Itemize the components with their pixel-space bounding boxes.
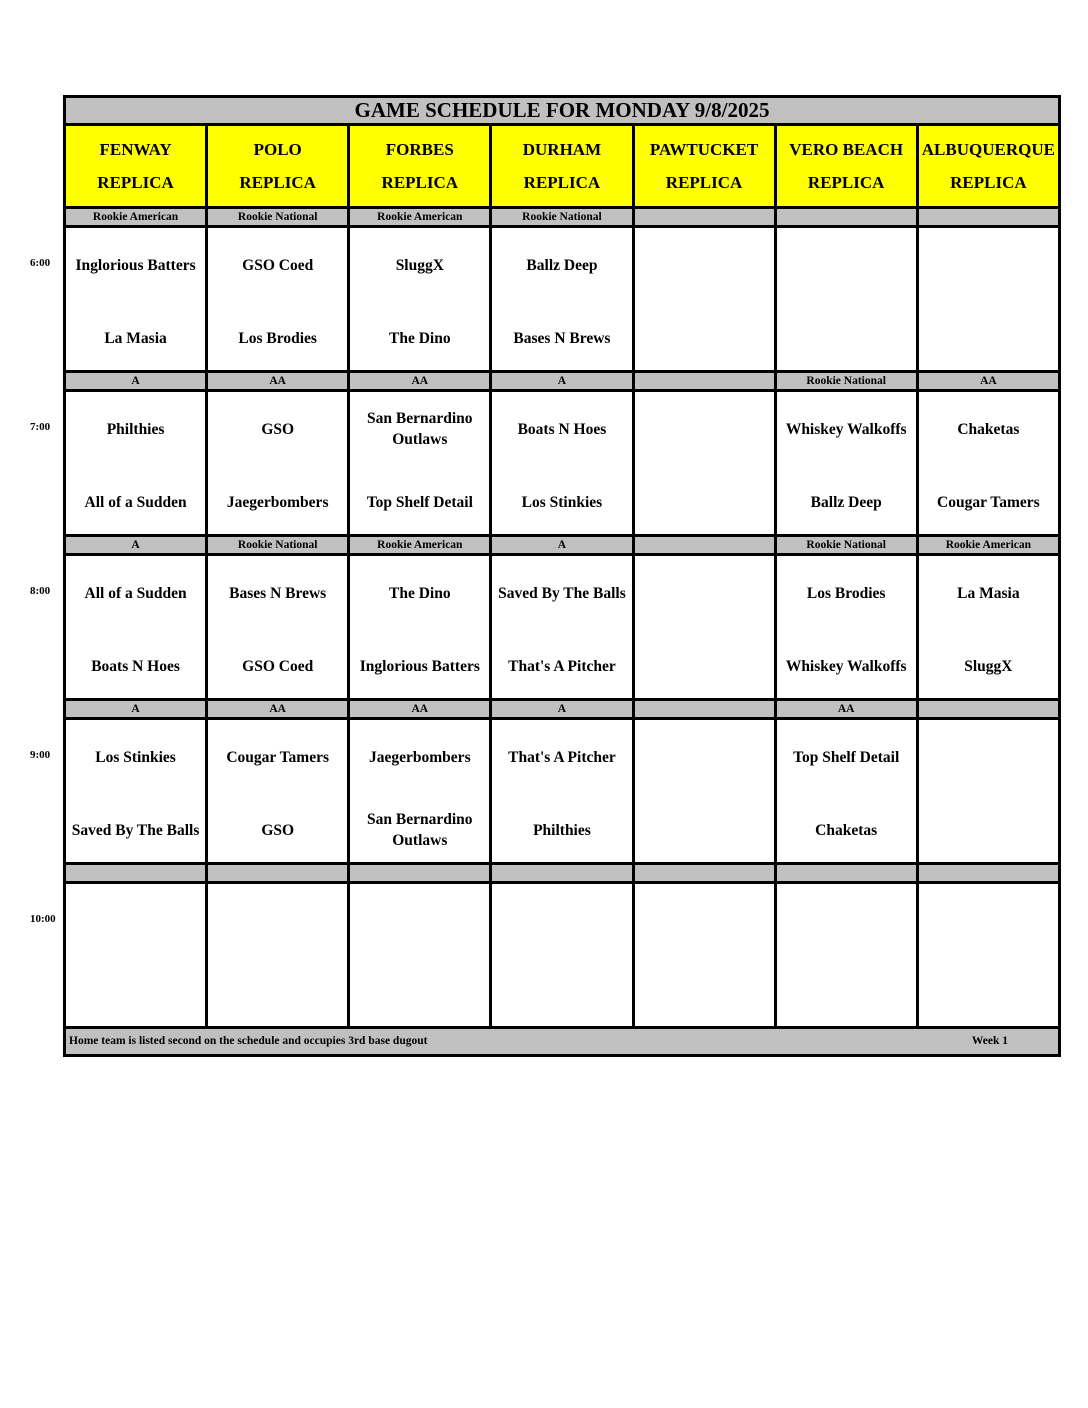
field-subtitle: REPLICA <box>807 173 885 192</box>
game-slot <box>635 720 774 862</box>
game-slot <box>777 720 916 862</box>
game-slot <box>919 228 1058 370</box>
game-row <box>65 719 1060 864</box>
game-cell <box>349 391 491 536</box>
home-team-note: Home team is listed second on the schedule and occupies 3rd base dugout <box>69 1035 428 1047</box>
home-team <box>635 315 774 361</box>
game-cell <box>207 883 349 1028</box>
game-cell <box>65 883 207 1028</box>
game-cell <box>65 227 207 372</box>
division-row <box>65 700 1060 719</box>
away-team: Chaketas <box>957 420 1020 438</box>
game-cell <box>633 883 775 1028</box>
away-team: La Masia <box>957 584 1020 602</box>
time-label: 7:00 <box>30 420 51 433</box>
game-slot <box>350 556 489 698</box>
game-slot <box>208 884 347 1026</box>
game-slot <box>635 884 774 1026</box>
game-cell <box>775 719 917 864</box>
away-team: Jaegerbombers <box>369 748 471 766</box>
game-slot <box>919 720 1058 862</box>
division-row <box>65 864 1060 883</box>
division-label: A <box>491 536 633 555</box>
field-subtitle: REPLICA <box>381 173 459 192</box>
time-label: 6:00 <box>30 256 51 269</box>
division-label <box>775 864 917 883</box>
away-team <box>635 406 774 452</box>
away-team <box>66 898 205 944</box>
away-team: Saved By The Balls <box>498 584 626 602</box>
home-team: GSO <box>261 821 295 839</box>
away-team: Cougar Tamers <box>226 748 329 766</box>
division-label: A <box>65 700 207 719</box>
game-slot <box>492 556 631 698</box>
home-team: San Bernardino Outlaws <box>367 811 473 849</box>
home-team <box>635 479 774 525</box>
home-team: Boats N Hoes <box>91 657 180 675</box>
division-label: AA <box>207 372 349 391</box>
game-cell <box>491 555 633 700</box>
away-team: Philthies <box>106 420 165 438</box>
game-slot <box>208 392 347 534</box>
game-slot <box>492 392 631 534</box>
game-slot <box>635 228 774 370</box>
field-subtitle: REPLICA <box>665 173 743 192</box>
game-slot <box>350 884 489 1026</box>
game-cell <box>633 227 775 372</box>
home-team: SluggX <box>964 657 1013 675</box>
home-team: Los Stinkies <box>521 493 603 511</box>
home-team <box>635 643 774 689</box>
division-label <box>633 864 775 883</box>
division-label <box>633 208 775 227</box>
field-header-row <box>65 125 1060 208</box>
away-team: Whiskey Walkoffs <box>785 420 907 438</box>
division-label: AA <box>775 700 917 719</box>
game-cell <box>349 719 491 864</box>
away-team: The Dino <box>389 584 451 602</box>
field-subtitle: REPLICA <box>97 173 174 192</box>
game-slot <box>66 392 205 534</box>
game-cell <box>349 227 491 372</box>
game-cell <box>65 391 207 536</box>
away-team <box>635 570 774 616</box>
home-team: All of a Sudden <box>84 493 187 511</box>
game-row <box>65 391 1060 536</box>
game-cell <box>775 227 917 372</box>
away-team <box>635 734 774 780</box>
game-cell <box>917 883 1059 1028</box>
away-team <box>919 242 1058 288</box>
home-team <box>635 971 774 1017</box>
game-cell <box>207 391 349 536</box>
game-cell <box>775 391 917 536</box>
home-team: Los Brodies <box>238 329 317 347</box>
away-team: Ballz Deep <box>526 256 598 274</box>
division-label <box>633 536 775 555</box>
home-team <box>635 807 774 853</box>
home-team: Philthies <box>533 821 591 839</box>
game-slot <box>919 392 1058 534</box>
game-slot <box>66 720 205 862</box>
game-cell <box>65 719 207 864</box>
away-team: GSO Coed <box>242 256 314 274</box>
footer-wrap <box>66 1029 1058 1054</box>
game-slot <box>350 228 489 370</box>
game-slot <box>635 392 774 534</box>
home-team: Jaegerbombers <box>226 493 329 511</box>
game-row <box>65 555 1060 700</box>
game-slot <box>777 556 916 698</box>
field-subtitle: REPLICA <box>239 173 316 192</box>
field-header <box>65 125 207 208</box>
away-team <box>919 734 1058 780</box>
division-label <box>491 864 633 883</box>
game-cell <box>349 555 491 700</box>
home-team <box>350 971 489 1017</box>
division-label: A <box>491 372 633 391</box>
schedule-title: GAME SCHEDULE FOR MONDAY 9/8/2025 <box>65 97 1060 125</box>
game-slot <box>66 556 205 698</box>
division-label: AA <box>349 700 491 719</box>
field-header <box>775 125 917 208</box>
game-cell <box>65 555 207 700</box>
field-name: ALBUQUERQUE <box>921 140 1055 159</box>
game-slot <box>919 884 1058 1026</box>
away-team: GSO <box>261 420 295 438</box>
field-subtitle: REPLICA <box>523 173 601 192</box>
home-team: That's A Pitcher <box>508 657 616 675</box>
game-cell <box>491 719 633 864</box>
game-slot <box>919 556 1058 698</box>
home-team <box>66 971 205 1017</box>
away-team <box>777 898 916 944</box>
division-label: AA <box>349 372 491 391</box>
game-cell <box>207 227 349 372</box>
title-row <box>65 97 1060 125</box>
division-label: A <box>65 372 207 391</box>
game-cell <box>633 719 775 864</box>
division-label <box>65 864 207 883</box>
week-label: Week 1 <box>971 1035 1008 1047</box>
field-header <box>917 125 1059 208</box>
division-label <box>917 208 1059 227</box>
game-row <box>65 883 1060 1028</box>
field-name: POLO <box>253 140 302 159</box>
division-label <box>775 208 917 227</box>
division-label <box>917 700 1059 719</box>
home-team: La Masia <box>104 329 167 347</box>
home-team: Inglorious Batters <box>359 657 480 675</box>
game-row <box>65 227 1060 372</box>
away-team: Inglorious Batters <box>75 256 196 274</box>
game-cell <box>917 555 1059 700</box>
away-team: Los Brodies <box>806 584 886 602</box>
game-cell <box>633 555 775 700</box>
away-team: Top Shelf Detail <box>793 748 900 766</box>
home-team <box>919 971 1058 1017</box>
game-slot <box>777 228 916 370</box>
home-team: The Dino <box>389 329 451 347</box>
division-label: AA <box>917 372 1059 391</box>
game-cell <box>349 883 491 1028</box>
away-team: All of a Sudden <box>84 584 187 602</box>
game-cell <box>491 391 633 536</box>
division-row <box>65 208 1060 227</box>
game-slot <box>777 884 916 1026</box>
division-label: Rookie National <box>207 536 349 555</box>
game-slot <box>208 556 347 698</box>
away-team: Los Stinkies <box>95 748 176 766</box>
division-label: Rookie National <box>775 372 917 391</box>
away-team: That's A Pitcher <box>508 748 616 766</box>
division-label: Rookie American <box>917 536 1059 555</box>
division-label <box>207 864 349 883</box>
division-label: A <box>491 700 633 719</box>
away-team <box>492 898 631 944</box>
away-team: Bases N Brews <box>229 584 327 602</box>
game-cell <box>775 555 917 700</box>
division-label: AA <box>207 700 349 719</box>
away-team <box>635 898 774 944</box>
time-label: 8:00 <box>30 584 51 597</box>
division-label: Rookie American <box>349 536 491 555</box>
game-slot <box>208 228 347 370</box>
field-header <box>633 125 775 208</box>
division-row <box>65 536 1060 555</box>
game-slot <box>66 884 205 1026</box>
division-label: Rookie National <box>775 536 917 555</box>
footer-row <box>65 1028 1060 1056</box>
away-team <box>208 898 347 944</box>
home-team <box>492 971 631 1017</box>
field-header <box>491 125 633 208</box>
field-name: VERO BEACH <box>789 140 904 159</box>
home-team: Saved By The Balls <box>71 821 200 839</box>
field-name: FENWAY <box>99 140 172 159</box>
division-label: Rookie National <box>207 208 349 227</box>
division-label <box>633 700 775 719</box>
game-cell <box>917 391 1059 536</box>
away-team: SluggX <box>395 256 444 274</box>
field-name: PAWTUCKET <box>649 140 759 159</box>
home-team: Ballz Deep <box>810 493 882 511</box>
footer-cell <box>65 1028 1060 1056</box>
game-slot <box>492 884 631 1026</box>
field-subtitle: REPLICA <box>950 173 1027 192</box>
home-team <box>919 315 1058 361</box>
away-team: Boats N Hoes <box>517 420 607 438</box>
game-slot <box>208 720 347 862</box>
game-cell <box>917 719 1059 864</box>
division-label: Rookie American <box>65 208 207 227</box>
away-team <box>350 898 489 944</box>
game-slot <box>492 720 631 862</box>
game-cell <box>491 883 633 1028</box>
field-header <box>207 125 349 208</box>
away-team <box>777 242 916 288</box>
home-team: Chaketas <box>815 821 878 839</box>
game-cell <box>633 391 775 536</box>
game-cell <box>491 227 633 372</box>
away-team: San Bernardino Outlaws <box>367 410 473 448</box>
home-team: Bases N Brews <box>513 329 611 347</box>
game-slot <box>635 556 774 698</box>
field-name: DURHAM <box>522 140 602 159</box>
time-label: 10:00 <box>30 912 56 925</box>
home-team: Whiskey Walkoffs <box>785 657 907 675</box>
division-label <box>917 864 1059 883</box>
game-cell <box>207 719 349 864</box>
game-cell <box>917 227 1059 372</box>
division-label: Rookie American <box>349 208 491 227</box>
field-header <box>349 125 491 208</box>
time-label: 9:00 <box>30 748 51 761</box>
away-team <box>635 242 774 288</box>
schedule-table <box>63 95 1061 1057</box>
game-cell <box>775 883 917 1028</box>
home-team <box>777 315 916 361</box>
game-cell <box>207 555 349 700</box>
division-row <box>65 372 1060 391</box>
home-team: Cougar Tamers <box>937 493 1040 511</box>
home-team <box>208 971 347 1017</box>
division-label <box>349 864 491 883</box>
game-slot <box>66 228 205 370</box>
home-team <box>919 807 1058 853</box>
home-team <box>777 971 916 1017</box>
game-slot <box>350 392 489 534</box>
field-name: FORBES <box>385 140 454 159</box>
game-slot <box>492 228 631 370</box>
home-team: Top Shelf Detail <box>366 493 473 511</box>
home-team: GSO Coed <box>242 657 314 675</box>
division-label <box>633 372 775 391</box>
game-slot <box>777 392 916 534</box>
division-label: Rookie National <box>491 208 633 227</box>
away-team <box>919 898 1058 944</box>
game-slot <box>350 720 489 862</box>
division-label: A <box>65 536 207 555</box>
